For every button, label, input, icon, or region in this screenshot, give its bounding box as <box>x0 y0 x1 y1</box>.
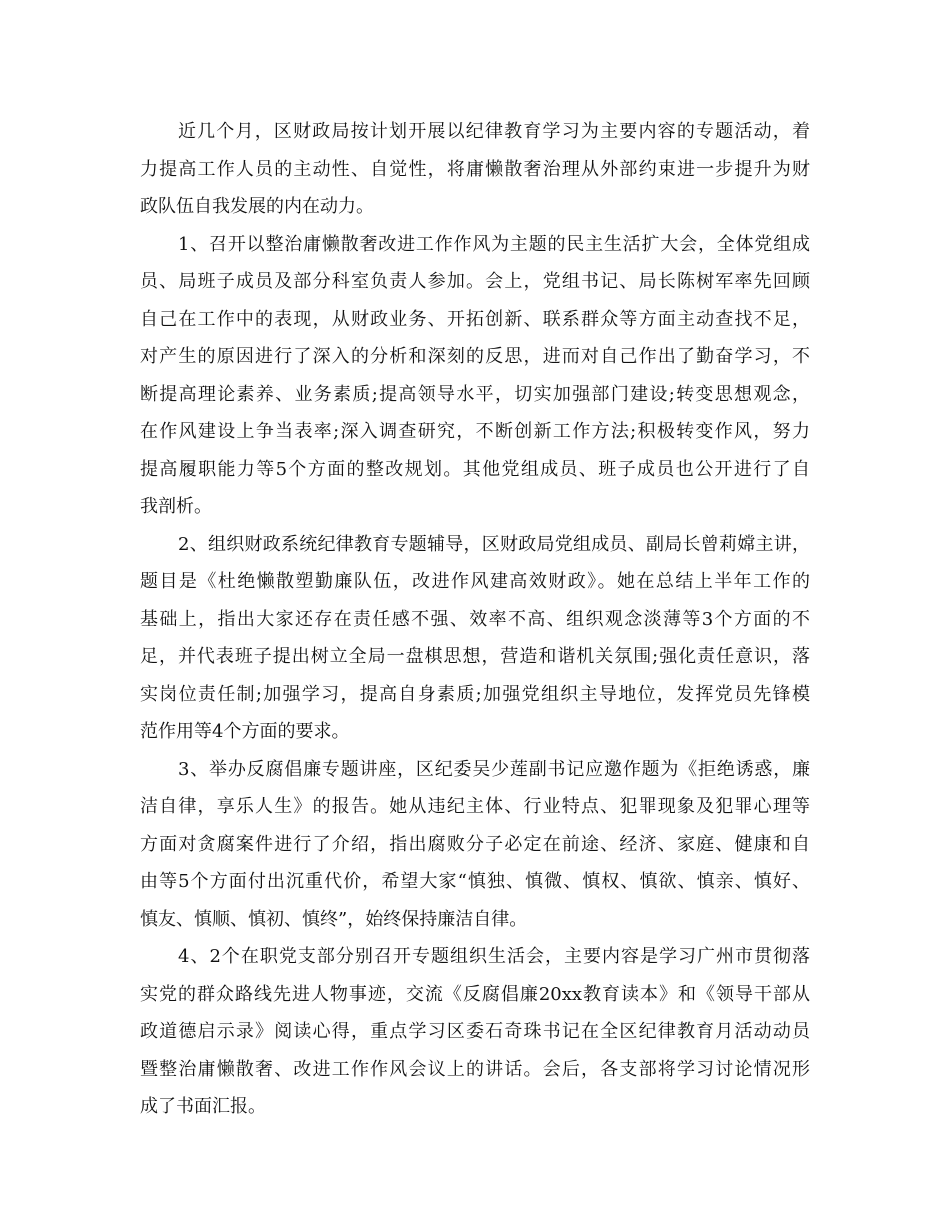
text-line: 足，并代表班子提出树立全局一盘棋思想，营造和谐机关氛围;强化责任意识，落 <box>140 646 810 667</box>
text-line: 洁自律，享乐人生》的报告。她从违纪主体、行业特点、犯罪现象及犯罪心理等 <box>140 796 810 817</box>
text-line: 题目是《杜绝懒散塑勤廉队伍，改进作风建高效财政》。她在总结上半年工作的 <box>140 571 810 592</box>
paragraph-item-4 <box>140 938 810 1126</box>
text-line: 慎友、慎顺、慎初、慎终”，始终保持廉洁自律。 <box>140 908 528 930</box>
text-line: 3、举办反腐倡廉专题讲座，区纪委吴少莲副书记应邀作题为《拒绝诱惑，廉 <box>178 758 810 780</box>
text-line: 暨整治庸懒散奢、改进工作作风会议上的讲话。会后，各支部将学习讨论情况形 <box>140 1058 810 1080</box>
text-line: 我剖析。 <box>140 496 212 517</box>
document-body <box>140 113 810 1126</box>
text-line: 对产生的原因进行了深入的分析和深刻的反思，进而对自己作出了勤奋学习，不 <box>140 346 810 367</box>
text-line: 政道德启示录》阅读心得，重点学习区委石奇珠书记在全区纪律教育月活动动员 <box>140 1021 810 1042</box>
text-line: 断提高理论素养、业务素质;提高领导水平，切实加强部门建设;转变思想观念， <box>140 383 810 405</box>
text-line: 2、组织财政系统纪律教育专题辅导，区财政局党组成员、副局长曾莉嫦主讲， <box>178 533 810 555</box>
text-line: 在作风建设上争当表率;深入调查研究，不断创新工作方法;积极转变作风，努力 <box>140 421 810 442</box>
text-line: 1、召开以整治庸懒散奢改进工作作风为主题的民主生活扩大会，全体党组成 <box>178 233 810 255</box>
paragraph-item-3 <box>140 751 810 939</box>
text-line: 基础上，指出大家还存在责任感不强、效率不高、组织观念淡薄等3个方面的不 <box>140 608 810 630</box>
paragraph-intro <box>140 113 810 226</box>
paragraph-item-1 <box>140 226 810 526</box>
text-line: 实党的群众路线先进人物事迹，交流《反腐倡廉20xx教育读本》和《领导干部从 <box>140 983 810 1005</box>
text-line: 成了书面汇报。 <box>140 1096 266 1117</box>
text-line: 力提高工作人员的主动性、自觉性，将庸懒散奢治理从外部约束进一步提升为财 <box>140 158 810 180</box>
text-line: 方面对贪腐案件进行了介绍，指出腐败分子必定在前途、经济、家庭、健康和自 <box>140 833 810 855</box>
text-line: 提高履职能力等5个方面的整改规划。其他党组成员、班子成员也公开进行了自 <box>140 458 810 480</box>
text-line: 4、2个在职党支部分别召开专题组织生活会，主要内容是学习广州市贯彻落 <box>178 946 810 967</box>
text-line: 自己在工作中的表现，从财政业务、开拓创新、联系群众等方面主动查找不足， <box>140 308 810 330</box>
text-line: 员、局班子成员及部分科室负责人参加。会上，党组书记、局长陈树军率先回顾 <box>140 271 810 292</box>
paragraph-item-2 <box>140 526 810 751</box>
text-line: 范作用等4个方面的要求。 <box>140 721 350 742</box>
text-line: 政队伍自我发展的内在动力。 <box>140 196 374 217</box>
text-line: 近几个月，区财政局按计划开展以纪律教育学习为主要内容的专题活动，着 <box>178 121 810 142</box>
text-line: 由等5个方面付出沉重代价，希望大家“慎独、慎微、慎权、慎欲、慎亲、慎好、 <box>140 871 810 892</box>
text-line: 实岗位责任制;加强学习，提高自身素质;加强党组织主导地位，发挥党员先锋模 <box>140 683 810 705</box>
